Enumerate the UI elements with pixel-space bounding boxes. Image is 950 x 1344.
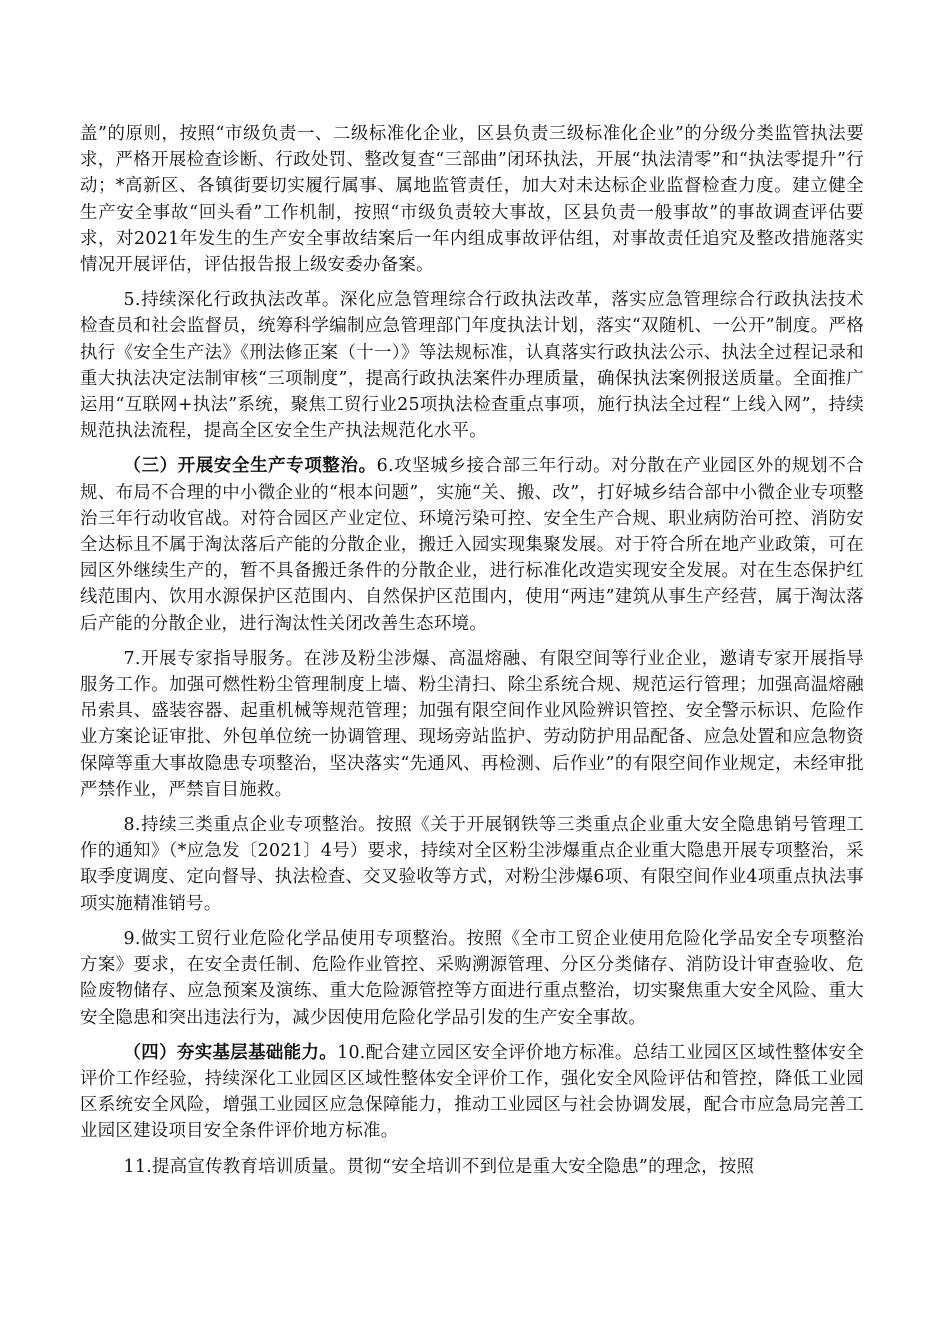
- paragraph-text: 11.提高宣传教育培训质量。贯彻“安全培训不到位是重大安全隐患”的理念，按照: [123, 1156, 755, 1177]
- paragraph-item-8: [80, 812, 864, 917]
- paragraph-text: 6.攻坚城乡接合部三年行动。对分散在产业园区外的规划不合规、布局不合理的中小微企业的“根本问题”，实施“关、搬、改”，打好城乡结合部中小微企业专项整治三年行动收官战。对符合园区产业定位、环境污染可控、安全生产合规、职业病防治可控、消防安全达标且不属于淘汰落后产能的分散企业，搬迁入园实现集聚发展。对于符合所在地产业政策，可在园区外继续生产的，暂不具备搬迁条件的分散企业，进行标准化改造实现安全发展。对在生态保护红线范围内、饮用水源保护区范围内、自然保护区范围内，使用“两违”建筑从事生产经营，属于淘汰落后产能的分散企业，进行淘汰性关闭改善生态环境。: [80, 456, 864, 634]
- paragraph-text: 盖”的原则，按照“市级负责一、二级标准化企业，区县负责三级标准化企业”的分级分类监管执法要求，严格开展检查诊断、行政处罚、整改复查“三部曲”闭环执法，开展“执法清零”和“执法零提升”行动；*高新区、各镇街要切实履行属事、属地监管责任，加大对未达标企业监督检查力度。建立健全生产安全事故“回头看”工作机制，按照“市级负责较大事故，区县负责一般事故”的事故调查评估要求，对2021年发生的生产安全事故结案后一年内组成事故评估组，对事故责任追究及整改措施落实情况开展评估，评估报告报上级安委办备案。: [80, 124, 864, 276]
- paragraph-section-4: [80, 1040, 864, 1145]
- paragraph-text: 8.持续三类重点企业专项整治。按照《关于开展钢铁等三类重点企业重大安全隐患销号管理工作的通知》（*应急发〔2021〕4号）要求，持续对全区粉尘涉爆重点企业重大隐患开展专项整治，采取季度调度、定向督导、执法检查、交叉验收等方式，对粉尘涉爆6项、有限空间作业4项重点执法事项实施精准销号。: [80, 815, 864, 914]
- paragraph-item-5: [80, 287, 864, 444]
- paragraph-text: 7.开展专家指导服务。在涉及粉尘涉爆、高温熔融、有限空间等行业企业，邀请专家开展指导服务工作。加强可燃性粉尘管理制度上墙、粉尘清扫、除尘系统合规、规范运行管理；加强高温熔融吊索具、盛装容器、起重机械等规范管理；加强有限空间作业风险辨识管控、安全警示标识、危险作业方案论证审批、外包单位统一协调管理、现场旁站监护、劳动防护用品配备、应急处置和应急物资保障等重大事故隐患专项整治，坚决落实“先通风、再检测、后作业”的有限空间作业规定，未经审批严禁作业，严禁盲目施救。: [80, 648, 864, 800]
- paragraph-item-7: [80, 646, 864, 803]
- document-page: [80, 121, 864, 1189]
- paragraph-continuation: [80, 121, 864, 278]
- paragraph-item-11: [80, 1154, 864, 1180]
- paragraph-section-3: [80, 453, 864, 636]
- paragraph-text: 5.持续深化行政执法改革。深化应急管理综合行政执法改革，落实应急管理综合行政执法技术检查员和社会监督员，统筹科学编制应急管理部门年度执法计划，落实“双随机、一公开”制度。严格执行《安全生产法》《刑法修正案（十一）》等法规标准，认真落实行政执法公示、执法全过程记录和重大执法决定法制审核“三项制度”，提高行政执法案件办理质量，确保执法案例报送质量。全面推广运用“互联网+执法”系统，聚焦工贸行业25项执法检查重点事项，施行执法全过程“上线入网”，持续规范执法流程，提高全区安全生产执法规范化水平。: [80, 290, 864, 442]
- section-heading: （三）开展安全生产专项整治。: [123, 456, 377, 477]
- paragraph-item-9: [80, 926, 864, 1031]
- paragraph-text: 9.做实工贸行业危险化学品使用专项整治。按照《全市工贸企业使用危险化学品安全专项整治方案》要求，在安全责任制、危险作业管控、采购溯源管理、分区分类储存、消防设计审查验收、危险废物储存、应急预案及演练、重大危险源管控等方面进行重点整治，切实聚焦重大安全风险、重大安全隐患和突出违法行为，减少因使用危险化学品引发的生产安全事故。: [80, 928, 864, 1028]
- paragraph-text: 10.配合建立园区安全评价地方标准。总结工业园区区域性整体安全评价工作经验，持续深化工业园区区域性整体安全评价工作，强化安全风险评估和管控，降低工业园区系统安全风险，增强工业园区应急保障能力，推动工业园区与社会协调发展，配合市应急局完善工业园区建设项目安全条件评价地方标准。: [80, 1042, 864, 1142]
- section-heading: （四）夯实基层基础能力。: [123, 1042, 338, 1063]
